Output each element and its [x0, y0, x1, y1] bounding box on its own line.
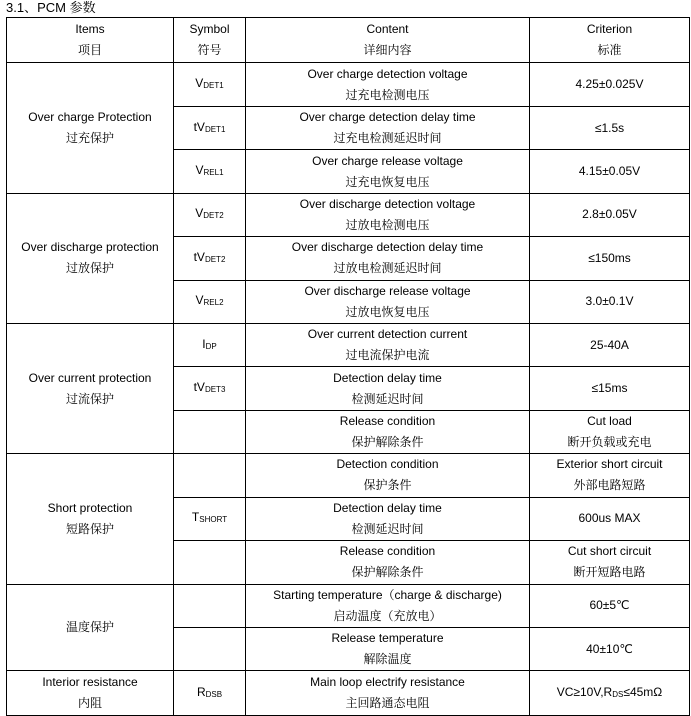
symbol-cell — [174, 584, 246, 627]
symbol-cell — [174, 410, 246, 453]
symbol-cell — [174, 627, 246, 670]
item-cell — [7, 584, 174, 671]
criterion-cell — [530, 454, 690, 497]
symbol-main: V — [195, 76, 204, 91]
symbol-text — [194, 380, 226, 394]
criterion-cell — [530, 584, 690, 627]
symbol-cell — [174, 323, 246, 366]
content-cell — [246, 237, 530, 280]
item-label: 内阻 — [77, 696, 102, 711]
item-label: 过流保护 — [65, 391, 114, 406]
symbol-cell — [174, 541, 246, 584]
content-line: 过充电检测延迟时间 — [333, 131, 442, 146]
content-line: Main loop electrify resistance — [310, 675, 465, 690]
content-line: 过放电恢复电压 — [345, 304, 430, 319]
content-line: 过电流保护电流 — [345, 348, 430, 363]
symbol-text — [195, 293, 223, 307]
symbol-text — [194, 250, 226, 264]
criterion-line: 600us MAX — [578, 511, 641, 526]
content-cell — [246, 671, 530, 716]
content-cell — [246, 454, 530, 497]
criterion-cell — [530, 627, 690, 670]
header-row — [7, 18, 690, 63]
symbol-text — [197, 685, 222, 699]
criterion-cell — [530, 280, 690, 323]
content-line: 保护条件 — [363, 478, 412, 493]
symbol-main: V — [195, 293, 204, 308]
criterion-line: 40±10℃ — [586, 641, 633, 656]
item-label: Over discharge protection — [21, 240, 159, 255]
symbol-subscript: DET2 — [204, 254, 226, 264]
content-cell — [246, 323, 530, 366]
criterion-cell — [530, 237, 690, 280]
item-label: Over current protection — [28, 370, 152, 385]
content-line: Over current detection current — [307, 327, 468, 342]
content-cell — [246, 280, 530, 323]
content-line: 过充电恢复电压 — [345, 174, 430, 189]
content-cell — [246, 150, 530, 193]
criterion-subscript: DS — [612, 689, 624, 699]
item-label: 温度保护 — [65, 619, 114, 634]
item-cell — [7, 63, 174, 193]
criterion-cell — [530, 193, 690, 236]
symbol-subscript: DET1 — [204, 124, 226, 134]
table-row — [7, 454, 690, 497]
content-line: Detection delay time — [333, 500, 442, 515]
header-content: Content 详细内容 — [246, 18, 530, 63]
symbol-main: V — [195, 206, 204, 221]
content-line: Over charge detection delay time — [299, 110, 476, 125]
content-cell — [246, 410, 530, 453]
content-line: 主回路通态电阻 — [345, 696, 430, 711]
criterion-line: Cut short circuit — [567, 544, 652, 559]
content-line: 保护解除条件 — [351, 565, 424, 580]
criterion-line: 4.15±0.05V — [578, 164, 641, 178]
criterion-line: 25-40A — [590, 337, 629, 352]
symbol-text — [202, 337, 216, 351]
content-cell — [246, 63, 530, 106]
content-line: Detection delay time — [333, 370, 442, 385]
symbol-cell — [174, 367, 246, 410]
symbol-cell — [174, 671, 246, 716]
criterion-value — [557, 685, 663, 699]
symbol-cell — [174, 106, 246, 149]
criterion-cell — [530, 106, 690, 149]
content-line: 过放电检测电压 — [345, 217, 430, 232]
criterion-part: ≤45mΩ — [623, 684, 663, 699]
section-heading: 3.1、PCM 参数 — [6, 0, 96, 15]
symbol-main: V — [195, 163, 204, 177]
symbol-cell — [174, 150, 246, 193]
content-line: Over discharge detection delay time — [291, 240, 484, 255]
content-line: Detection condition — [336, 457, 439, 472]
header-items: Items 项目 — [7, 18, 174, 63]
content-line: 检测延迟时间 — [351, 391, 424, 406]
criterion-cell — [530, 150, 690, 193]
symbol-main: T — [191, 510, 200, 525]
content-line: Release condition — [339, 414, 436, 429]
content-cell — [246, 367, 530, 410]
content-cell — [246, 584, 530, 627]
symbol-text — [195, 206, 223, 220]
criterion-cell — [530, 323, 690, 366]
symbol-subscript: SHORT — [199, 515, 228, 525]
criterion-line: 2.8±0.05V — [582, 207, 637, 222]
symbol-main: R — [196, 684, 206, 699]
content-line: 检测延迟时间 — [351, 521, 424, 536]
criterion-line: Cut load — [587, 414, 632, 429]
table-row — [7, 584, 690, 627]
item-cell — [7, 454, 174, 584]
criterion-line: ≤150ms — [588, 250, 631, 265]
content-line: Release temperature — [331, 631, 444, 646]
criterion-cell — [530, 410, 690, 453]
header-criterion: Criterion 标准 — [530, 18, 690, 63]
symbol-cell — [174, 497, 246, 540]
criterion-line: 60±5℃ — [589, 598, 630, 613]
item-cell — [7, 671, 174, 716]
content-line: Over charge detection voltage — [307, 66, 468, 81]
symbol-subscript: DET1 — [203, 81, 224, 91]
criterion-cell — [530, 63, 690, 106]
symbol-subscript: DSB — [205, 689, 223, 699]
content-line: 启动温度（充放电） — [333, 608, 442, 623]
table-row — [7, 193, 690, 236]
criterion-line: ≤15ms — [591, 381, 628, 396]
criterion-line: 外部电路短路 — [573, 478, 646, 493]
criterion-cell — [530, 671, 690, 716]
symbol-cell — [174, 280, 246, 323]
symbol-text — [192, 510, 227, 524]
table-row — [7, 63, 690, 106]
item-label: Short protection — [47, 500, 133, 515]
content-line: 解除温度 — [363, 652, 412, 667]
symbol-main: I — [202, 336, 206, 351]
criterion-line: 断开短路电路 — [573, 565, 646, 580]
item-label: Interior resistance — [42, 675, 138, 690]
symbol-text — [195, 163, 223, 177]
content-cell — [246, 541, 530, 584]
content-cell — [246, 627, 530, 670]
criterion-cell — [530, 497, 690, 540]
symbol-main: tV — [193, 119, 205, 134]
criterion-line: Exterior short circuit — [556, 457, 663, 472]
criterion-line: 3.0±0.1V — [585, 294, 634, 309]
symbol-main: tV — [193, 380, 205, 395]
symbol-cell — [174, 63, 246, 106]
symbol-cell — [174, 193, 246, 236]
symbol-subscript: REL1 — [203, 168, 224, 177]
symbol-cell — [174, 454, 246, 497]
item-label: 短路保护 — [65, 521, 114, 536]
content-line: 过放电检测延迟时间 — [333, 261, 442, 276]
content-line: 过充电检测电压 — [345, 87, 430, 102]
content-line: Over discharge detection voltage — [299, 196, 476, 211]
table-row — [7, 323, 690, 366]
pcm-parameter-table — [6, 17, 690, 716]
content-cell — [246, 193, 530, 236]
criterion-part: VC≥10V,R — [556, 684, 613, 699]
criterion-line: ≤1.5s — [594, 120, 625, 135]
symbol-main: tV — [193, 249, 205, 264]
criterion-cell — [530, 541, 690, 584]
content-cell — [246, 106, 530, 149]
content-line: Starting temperature（charge & discharge) — [273, 587, 502, 602]
symbol-subscript: DET2 — [203, 211, 224, 221]
symbol-cell — [174, 237, 246, 280]
symbol-text — [194, 120, 226, 134]
item-cell — [7, 323, 174, 453]
symbol-subscript: REL2 — [203, 298, 224, 308]
criterion-line: 断开负载或充电 — [567, 435, 652, 450]
content-line: Over charge release voltage — [312, 153, 463, 168]
symbol-text — [195, 76, 223, 90]
content-cell — [246, 497, 530, 540]
item-label: Over charge Protection — [28, 110, 152, 125]
item-label: 过放保护 — [65, 261, 114, 276]
criterion-line: 4.25±0.025V — [575, 77, 644, 92]
header-symbol: Symbol 符号 — [174, 18, 246, 63]
item-label: 过充保护 — [65, 131, 114, 146]
table-row — [7, 671, 690, 716]
symbol-subscript: DET3 — [204, 385, 226, 395]
symbol-subscript: DP — [205, 341, 217, 351]
content-line: Release condition — [339, 544, 436, 559]
criterion-cell — [530, 367, 690, 410]
content-line: 保护解除条件 — [351, 435, 424, 450]
content-line: Over discharge release voltage — [304, 283, 471, 298]
item-cell — [7, 193, 174, 323]
